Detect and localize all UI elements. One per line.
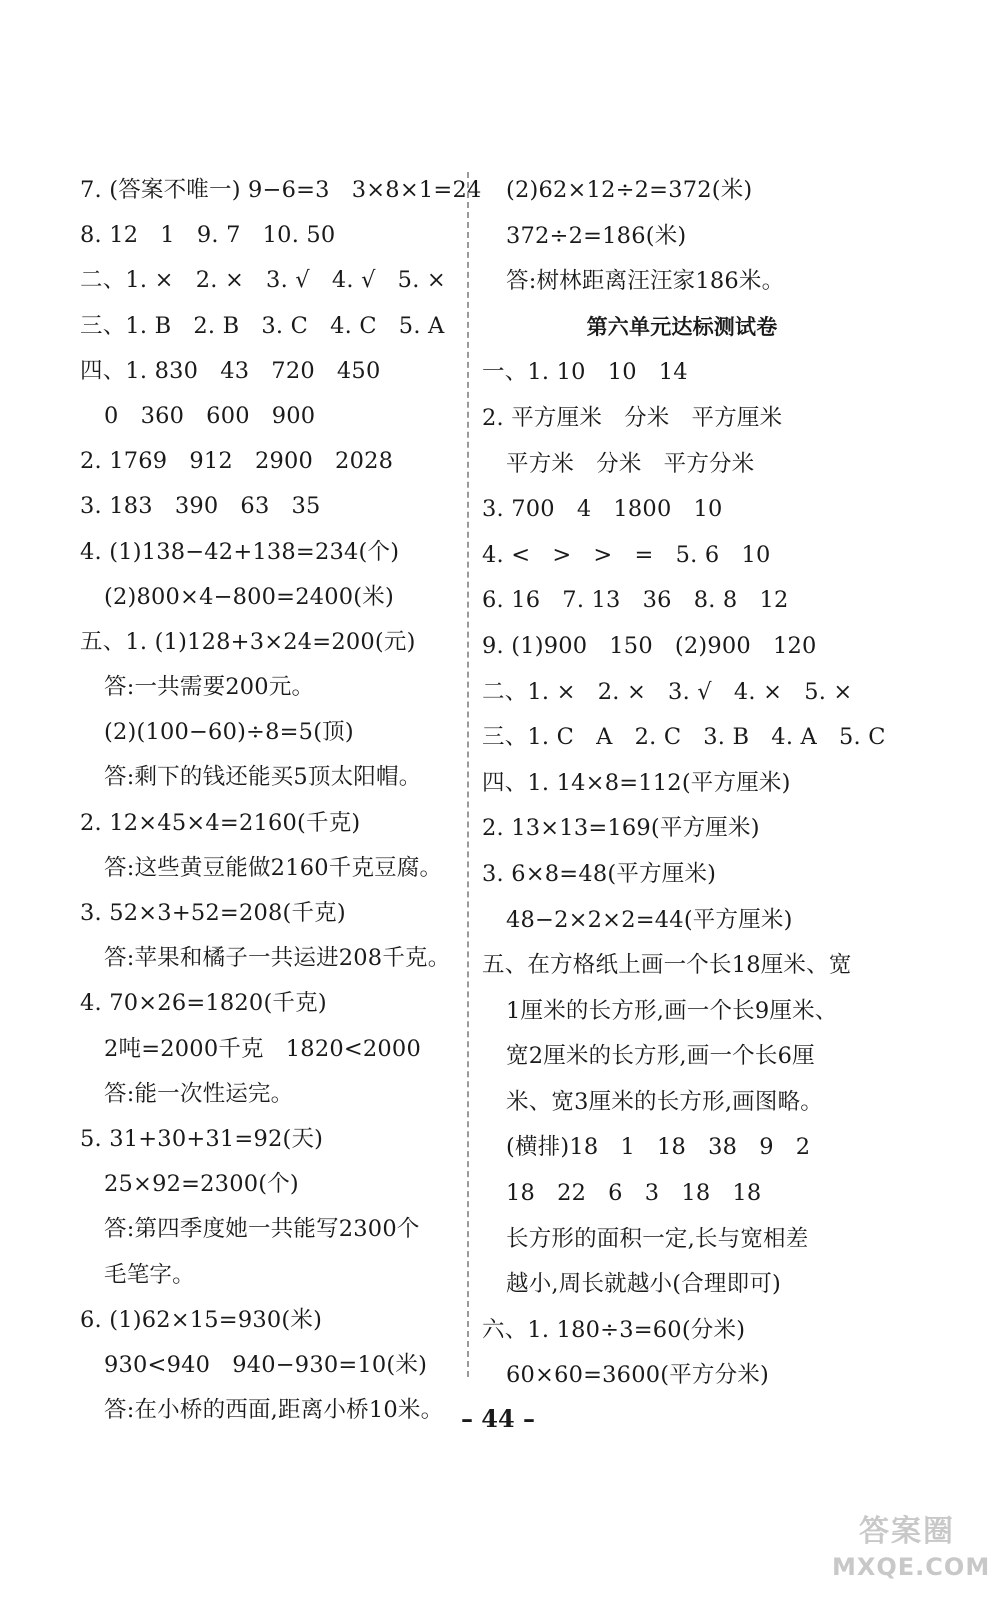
page-number: – 44 – (460, 1404, 536, 1433)
answer-line: 三、1. B 2. B 3. C 4. C 5. A (80, 312, 445, 339)
watermark-bottom-text: MXQE.COM (832, 1553, 991, 1581)
right-answer-column (482, 168, 886, 1399)
answer-line: 2. 13×13=169(平方厘米) (482, 815, 760, 842)
answer-line: 答:一共需要200元。 (104, 674, 315, 701)
answer-line: 2吨=2000千克 1820<2000 (104, 1035, 421, 1062)
answer-line: 答:这些黄豆能做2160千克豆腐。 (104, 854, 443, 881)
answer-line: 越小,周长就越小(合理即可) (506, 1271, 782, 1298)
answer-line: 4. 70×26=1820(千克) (80, 990, 327, 1017)
answer-line: 3. 52×3+52=208(千克) (80, 900, 346, 926)
answer-line: 7. (答案不唯一) 9−6=3 3×8×1=24 (80, 177, 482, 203)
answer-line: 25×92=2300(个) (104, 1171, 299, 1198)
answer-line: 四、1. 14×8=112(平方厘米) (482, 769, 791, 796)
answer-line: 2. 12×45×4=2160(千克) (80, 809, 361, 836)
answer-line: 五、1. (1)128+3×24=200(元) (80, 628, 416, 655)
watermark-top-text: 答案圈 (859, 1514, 955, 1549)
answer-line: 平方米 分米 平方分米 (506, 450, 755, 477)
answer-line: 毛笔字。 (104, 1261, 195, 1288)
answer-line: 1厘米的长方形,画一个长9厘米、 (506, 997, 838, 1024)
answer-line: 答:第四季度她一共能写2300个 (104, 1216, 420, 1243)
answer-line: 60×60=3600(平方分米) (506, 1362, 769, 1389)
answer-line: 3. 6×8=48(平方厘米) (482, 860, 717, 887)
answer-line: 答:剩下的钱还能买5顶太阳帽。 (104, 764, 422, 791)
answer-line: 宽2厘米的长方形,画一个长6厘 (506, 1043, 815, 1070)
left-answer-column (80, 168, 482, 1433)
answer-line: 6. (1)62×15=930(米) (80, 1306, 323, 1333)
answer-line: 372÷2=186(米) (506, 222, 687, 249)
answer-line: 二、1. × 2. × 3. √ 4. √ 5. × (80, 267, 446, 294)
column-divider (467, 172, 469, 1377)
answer-line: 答:苹果和橘子一共运进208千克。 (104, 945, 451, 972)
answer-line: 二、1. × 2. × 3. √ 4. × 5. × (482, 678, 853, 705)
answer-line: 3. 183 390 63 35 (80, 493, 321, 520)
watermark-logo (832, 1512, 991, 1590)
answer-line: (2)62×12÷2=372(米) (506, 177, 753, 203)
section-title: 第六单元达标测试卷 (586, 314, 778, 339)
answer-line: 3. 700 4 1800 10 (482, 496, 723, 523)
answer-line: 48−2×2×2=44(平方厘米) (506, 906, 793, 933)
answer-line: 一、1. 10 10 14 (482, 359, 688, 386)
answer-line: 四、1. 830 43 720 450 (80, 357, 381, 384)
answer-line: 9. (1)900 150 (2)900 120 (482, 632, 817, 659)
answer-line: 6. 16 7. 13 36 8. 8 12 (482, 587, 789, 614)
answer-line: 2. 1769 912 2900 2028 (80, 448, 394, 475)
answer-line: 六、1. 180÷3=60(分米) (482, 1316, 746, 1343)
answer-line: 2. 平方厘米 分米 平方厘米 (482, 404, 783, 431)
answer-line: (2)800×4−800=2400(米) (104, 583, 394, 610)
answer-line: (横排)18 1 18 38 9 2 (506, 1134, 811, 1161)
answer-line: 4. < > > = 5. 6 10 (482, 541, 771, 568)
answer-line: 930<940 940−930=10(米) (104, 1351, 428, 1378)
answer-line: 三、1. C A 2. C 3. B 4. A 5. C (482, 724, 886, 751)
answer-line: 4. (1)138−42+138=234(个) (80, 538, 400, 565)
answer-line: 0 360 600 900 (104, 402, 316, 429)
answer-line: 8. 12 1 9. 7 10. 50 (80, 222, 336, 249)
answer-line: 米、宽3厘米的长方形,画图略。 (506, 1088, 823, 1115)
answer-line: 18 22 6 3 18 18 (506, 1180, 762, 1207)
answer-line: 答:树林距离汪汪家186米。 (506, 268, 785, 295)
answer-line: 5. 31+30+31=92(天) (80, 1125, 324, 1152)
answer-line: (2)(100−60)÷8=5(顶) (104, 719, 354, 746)
answer-line: 长方形的面积一定,长与宽相差 (506, 1225, 809, 1252)
answer-line: 答:在小桥的西面,距离小桥10米。 (104, 1397, 444, 1424)
answer-line: 答:能一次性运完。 (104, 1080, 294, 1107)
answer-line: 五、在方格纸上画一个长18厘米、宽 (482, 952, 852, 979)
